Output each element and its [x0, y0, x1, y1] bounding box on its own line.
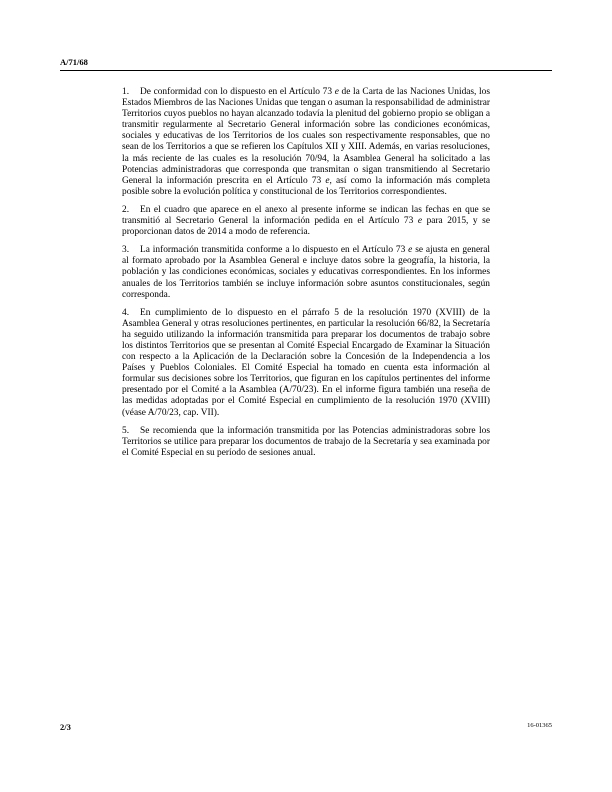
document-code: 16-01365 [527, 722, 552, 729]
document-symbol: A/71/68 [60, 57, 88, 67]
paragraph-number: 4. [122, 307, 130, 318]
paragraph-number: 3. [122, 245, 130, 256]
paragraph-1: 1. De conformidad con lo dispuesto en el Artículo 73 e de la Carta de las Naciones Unidas, los Estados Miembros de las Naciones Unidas que tengan o asuman la responsabilidad de administrar Territorios cuyos pueblos no hayan alcanzado todavía la plenitud del gobierno propio se obligan a transmitir regularmente al Secretario General información sobre las condiciones económicas, sociales y educativas de los Territorios de los cuales son respectivamente responsables, que no sean de los Territorios a que se refieren los Capítulos XII y XIII. Además, en varias resoluciones, la más reciente de las cuales es la resolución 70/94, la Asamblea General ha solicitado a las Potencias administradoras que corresponda que transmitan o sigan transmitiendo al Secretario General la información prescrita en el Artículo 73 e, así como la información más completa posible sobre la evolución política y constitucional de los Territorios correspondientes. [122, 87, 490, 197]
paragraph-number: 1. [122, 87, 130, 97]
page-number: 2/3 [60, 722, 71, 732]
paragraph-3: 3. La información transmitida conforme a lo dispuesto en el Artículo 73 e se ajusta en general al formato aprobado por la Asamblea General e incluye datos sobre la geografía, la historia, la población y las condiciones económicas, sociales y educativas correspondientes. En los informes anuales de los Territorios también se incluye información sobre asuntos constitucionales, según corresponda. [122, 245, 490, 300]
paragraph-number: 5. [122, 425, 130, 436]
document-body [122, 87, 490, 466]
paragraph-4: 4. En cumplimiento de lo dispuesto en el párrafo 5 de la resolución 1970 (XVIII) de la Asamblea General y otras resoluciones pertinentes, en particular la resolución 66/82, la Secretaría ha seguido utilizando la información transmitida para preparar los documentos de trabajo sobre los distintos Territorios que se presentan al Comité Especial Encargado de Examinar la Situación con respecto a la Aplicación de la Declaración sobre la Concesión de la Independencia a los Países y Pueblos Coloniales. El Comité Especial ha tomado en cuenta esta información al formular sus decisiones sobre los Territorios, que figuran en los capítulos pertinentes del informe presentado por el Comité a la Asamblea (A/70/23). En el informe figura también una reseña de las medidas adoptadas por el Comité Especial en cumplimiento de la resolución 1970 (XVIII) (véase A/70/23, cap. VII). [122, 307, 490, 418]
paragraph-2: 2. En el cuadro que aparece en el anexo al presente informe se indican las fechas en que se transmitió al Secretario General la información pedida en el Artículo 73 e para 2015, y se proporcionan datos de 2014 a modo de referencia. [122, 204, 490, 238]
header-rule [60, 70, 552, 71]
paragraph-5: 5. Se recomienda que la información transmitida por las Potencias administradoras sobre los Territorios se utilice para preparar los documentos de trabajo de la Secretaría y sea examinada por el Comité Especial en su período de sesiones anual. [122, 425, 490, 458]
paragraph-number: 2. [122, 204, 130, 215]
